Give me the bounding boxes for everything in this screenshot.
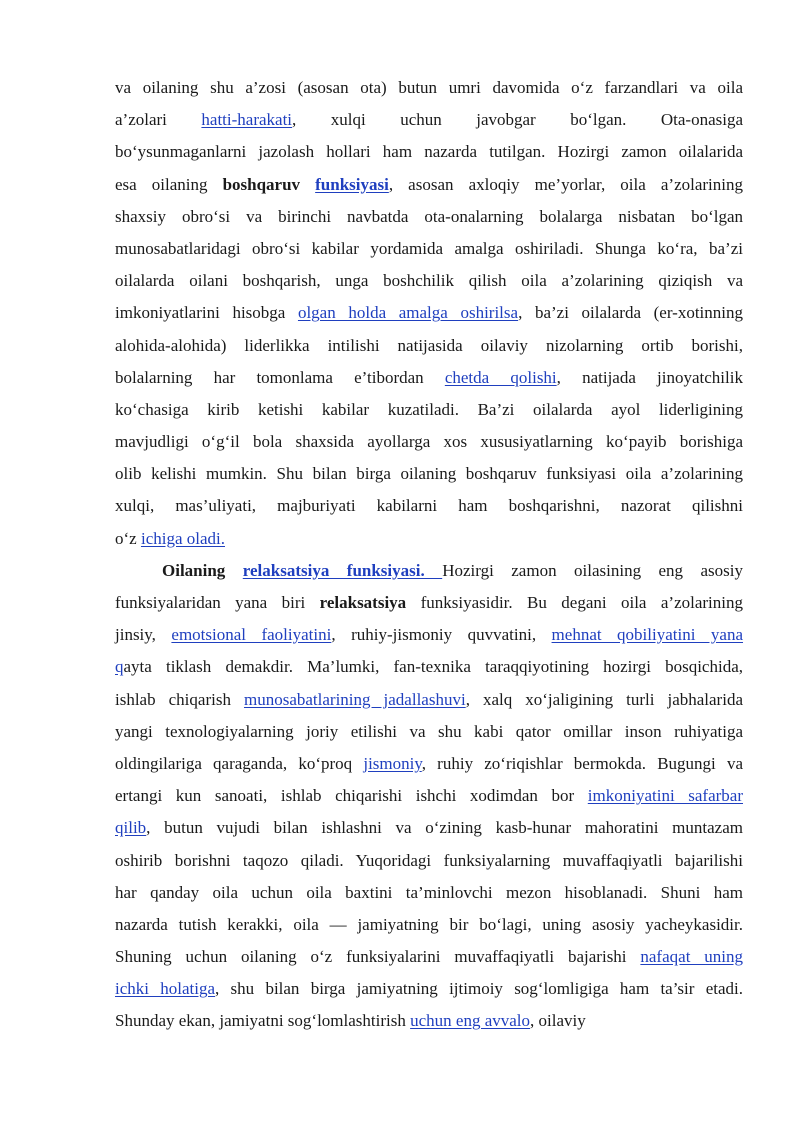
text-line	[115, 330, 743, 362]
bold-term: Oilaning	[162, 560, 226, 580]
text-run: esa oilaning	[115, 174, 223, 194]
inline-link[interactable]: emotsional faoliyatini	[171, 625, 332, 645]
text-line	[115, 72, 743, 104]
text-line	[115, 297, 743, 329]
text-line	[115, 941, 743, 973]
text-line	[115, 362, 743, 394]
inline-link[interactable]: munosabatlarining jadallashuvi	[243, 689, 466, 709]
text-run: , oilaviy	[530, 1011, 586, 1031]
text-line	[115, 490, 743, 522]
text-run	[300, 175, 315, 194]
text-run: munosabatlaridagi obro‘si kabilar yordamida amalga oshiriladi. Shunga ko‘ra, ba’zi	[115, 238, 743, 258]
text-run: ishlab chiqarish	[115, 689, 244, 709]
text-run: mavjudligi o‘g‘il bola shaxsida ayollarga xos xususiyatlarning ko‘payib borishiga	[115, 432, 743, 452]
text-run: oldingilariga qaraganda, ko‘proq	[115, 753, 364, 773]
inline-link[interactable]: uchun eng avvalo	[410, 1011, 531, 1031]
text-line	[115, 233, 743, 265]
text-run: funksiyasidir. Bu degani oila a’zolarining	[406, 593, 743, 612]
text-line	[115, 523, 743, 555]
text-run: , xalq xo‘jaligining turli jabhalarida	[465, 689, 743, 709]
inline-link[interactable]: mehnat qobiliyatini yana	[551, 625, 744, 645]
text-line	[115, 716, 743, 748]
inline-link[interactable]: relaksatsiya funksiyasi.	[242, 560, 443, 580]
text-run: jinsiy,	[115, 625, 172, 645]
text-run: har qanday oila uchun oila baxtini ta’minlovchi mezon hisoblanadi. Shuni ham	[115, 882, 743, 902]
text-run: , asosan axloqiy me’yorlar, oila a’zolarining	[388, 174, 743, 194]
text-line	[115, 812, 743, 844]
bold-term: boshqaruv	[222, 174, 301, 194]
text-run: olib kelishi mumkin. Shu bilan birga oilaning boshqaruv funksiyasi oila a’zolarining	[115, 464, 743, 484]
text-run: yangi texnologiyalarning joriy etilishi va shu kabi qator omillar inson ruhiyatiga	[115, 721, 743, 741]
text-line	[115, 780, 743, 812]
text-run: ko‘chasiga kirib ketishi kabilar kuzatiladi. Ba’zi oilalarda ayol liderligining	[115, 399, 743, 419]
text-line	[115, 458, 743, 490]
text-run: oshirib borishni taqozo qiladi. Yuqoridagi funksiyalarning muvaffaqiyatli bajarilishi	[115, 850, 743, 870]
text-run: ayta tiklash demakdir. Ma’lumki, fan-texnika taraqqiyotining hozirgi bosqichida,	[123, 657, 743, 677]
text-run: Hozirgi zamon oilasining eng asosiy	[442, 560, 743, 580]
text-run: nazarda tutish kerakki, oila — jamiyatning bir bo‘lagi, uning asosiy yacheykasidir.	[115, 914, 743, 934]
inline-link[interactable]: imkoniyatini safarbar	[587, 786, 743, 806]
inline-link[interactable]: qilib	[115, 818, 147, 838]
text-line	[115, 748, 743, 780]
text-line	[115, 973, 743, 1005]
text-run: , natijada jinoyatchilik	[556, 367, 743, 387]
text-line	[115, 169, 743, 201]
text-line	[115, 265, 743, 297]
body-text	[115, 72, 743, 1038]
text-run: oilalarda oilani boshqarish, unga boshchilik qilish oila a’zolarining qiziqish va	[115, 271, 743, 291]
text-run: , xulqi uchun javobgar bo‘lgan. Ota-onasiga	[292, 110, 743, 130]
inline-link[interactable]: funksiyasi	[315, 174, 389, 194]
text-run: , ruhiy zo‘riqishlar bermokda. Bugungi va	[421, 753, 743, 773]
inline-link[interactable]: hatti-harakati	[201, 110, 293, 130]
text-run: imkoniyatlarini hisobga	[115, 303, 298, 323]
text-line	[115, 1005, 743, 1037]
text-run	[225, 561, 242, 580]
text-run: bolalarning har tomonlama e’tibordan	[115, 367, 445, 387]
text-run: bo‘ysunmaganlarni jazolash hollari ham nazarda tutilgan. Hozirgi zamon oilalarida	[115, 142, 743, 162]
text-line	[115, 136, 743, 168]
inline-link[interactable]: ichiga oladi.	[140, 528, 225, 548]
text-run: a’zolari	[115, 110, 202, 130]
text-run: , butun vujudi bilan ishlashni va o‘zining kasb-hunar mahoratini muntazam	[146, 818, 743, 838]
text-line	[115, 201, 743, 233]
text-line	[115, 651, 743, 683]
text-run: Shunday ekan, jamiyatni sog‘lomlashtirish	[115, 1011, 411, 1031]
text-run: , ruhiy-jismoniy quvvatini,	[331, 625, 552, 645]
text-line	[115, 104, 743, 136]
text-run: alohida-alohida) liderlikka intilishi natijasida oilaviy nizolarning ortib borishi,	[115, 335, 743, 355]
text-run: Shuning uchun oilaning o‘z funksiyalarini muvaffaqiyatli bajarishi	[115, 947, 641, 967]
text-run: o‘z	[115, 528, 141, 548]
text-line	[115, 845, 743, 877]
text-line	[115, 394, 743, 426]
text-run: va oilaning shu a’zosi (asosan ota) butun umri davomida o‘z farzandlari va oila	[115, 78, 743, 97]
text-run: , shu bilan birga jamiyatning ijtimoiy sog‘lomligiga ham ta’sir etadi.	[215, 979, 743, 999]
text-line	[115, 684, 743, 716]
inline-link[interactable]: chetda qolishi	[444, 367, 557, 387]
text-run: , ba’zi oilalarda (er-xotinning	[518, 303, 743, 323]
inline-link[interactable]: q	[115, 657, 124, 677]
text-line	[115, 555, 743, 587]
text-line	[115, 619, 743, 651]
inline-link[interactable]: jismoniy	[363, 753, 422, 773]
text-run: ertangi kun sanoati, ishlab chiqarishi ishchi xodimdan bor	[115, 786, 588, 806]
text-run: funksiyalaridan yana biri	[115, 593, 320, 612]
inline-link[interactable]: nafaqat uning	[640, 947, 743, 967]
bold-term: relaksatsiya	[319, 593, 407, 612]
inline-link[interactable]: olgan holda amalga oshirilsa	[297, 303, 519, 323]
text-line	[115, 587, 743, 619]
text-line	[115, 877, 743, 909]
inline-link[interactable]: ichki holatiga	[115, 979, 216, 999]
text-run: shaxsiy obro‘si va birinchi navbatda ota-onalarning bolalarga nisbatan bo‘lgan	[115, 206, 743, 226]
text-run: xulqi, mas’uliyati, majburiyati kabilarni ham boshqarishni, nazorat qilishni	[115, 496, 743, 516]
text-line	[115, 909, 743, 941]
text-line	[115, 426, 743, 458]
